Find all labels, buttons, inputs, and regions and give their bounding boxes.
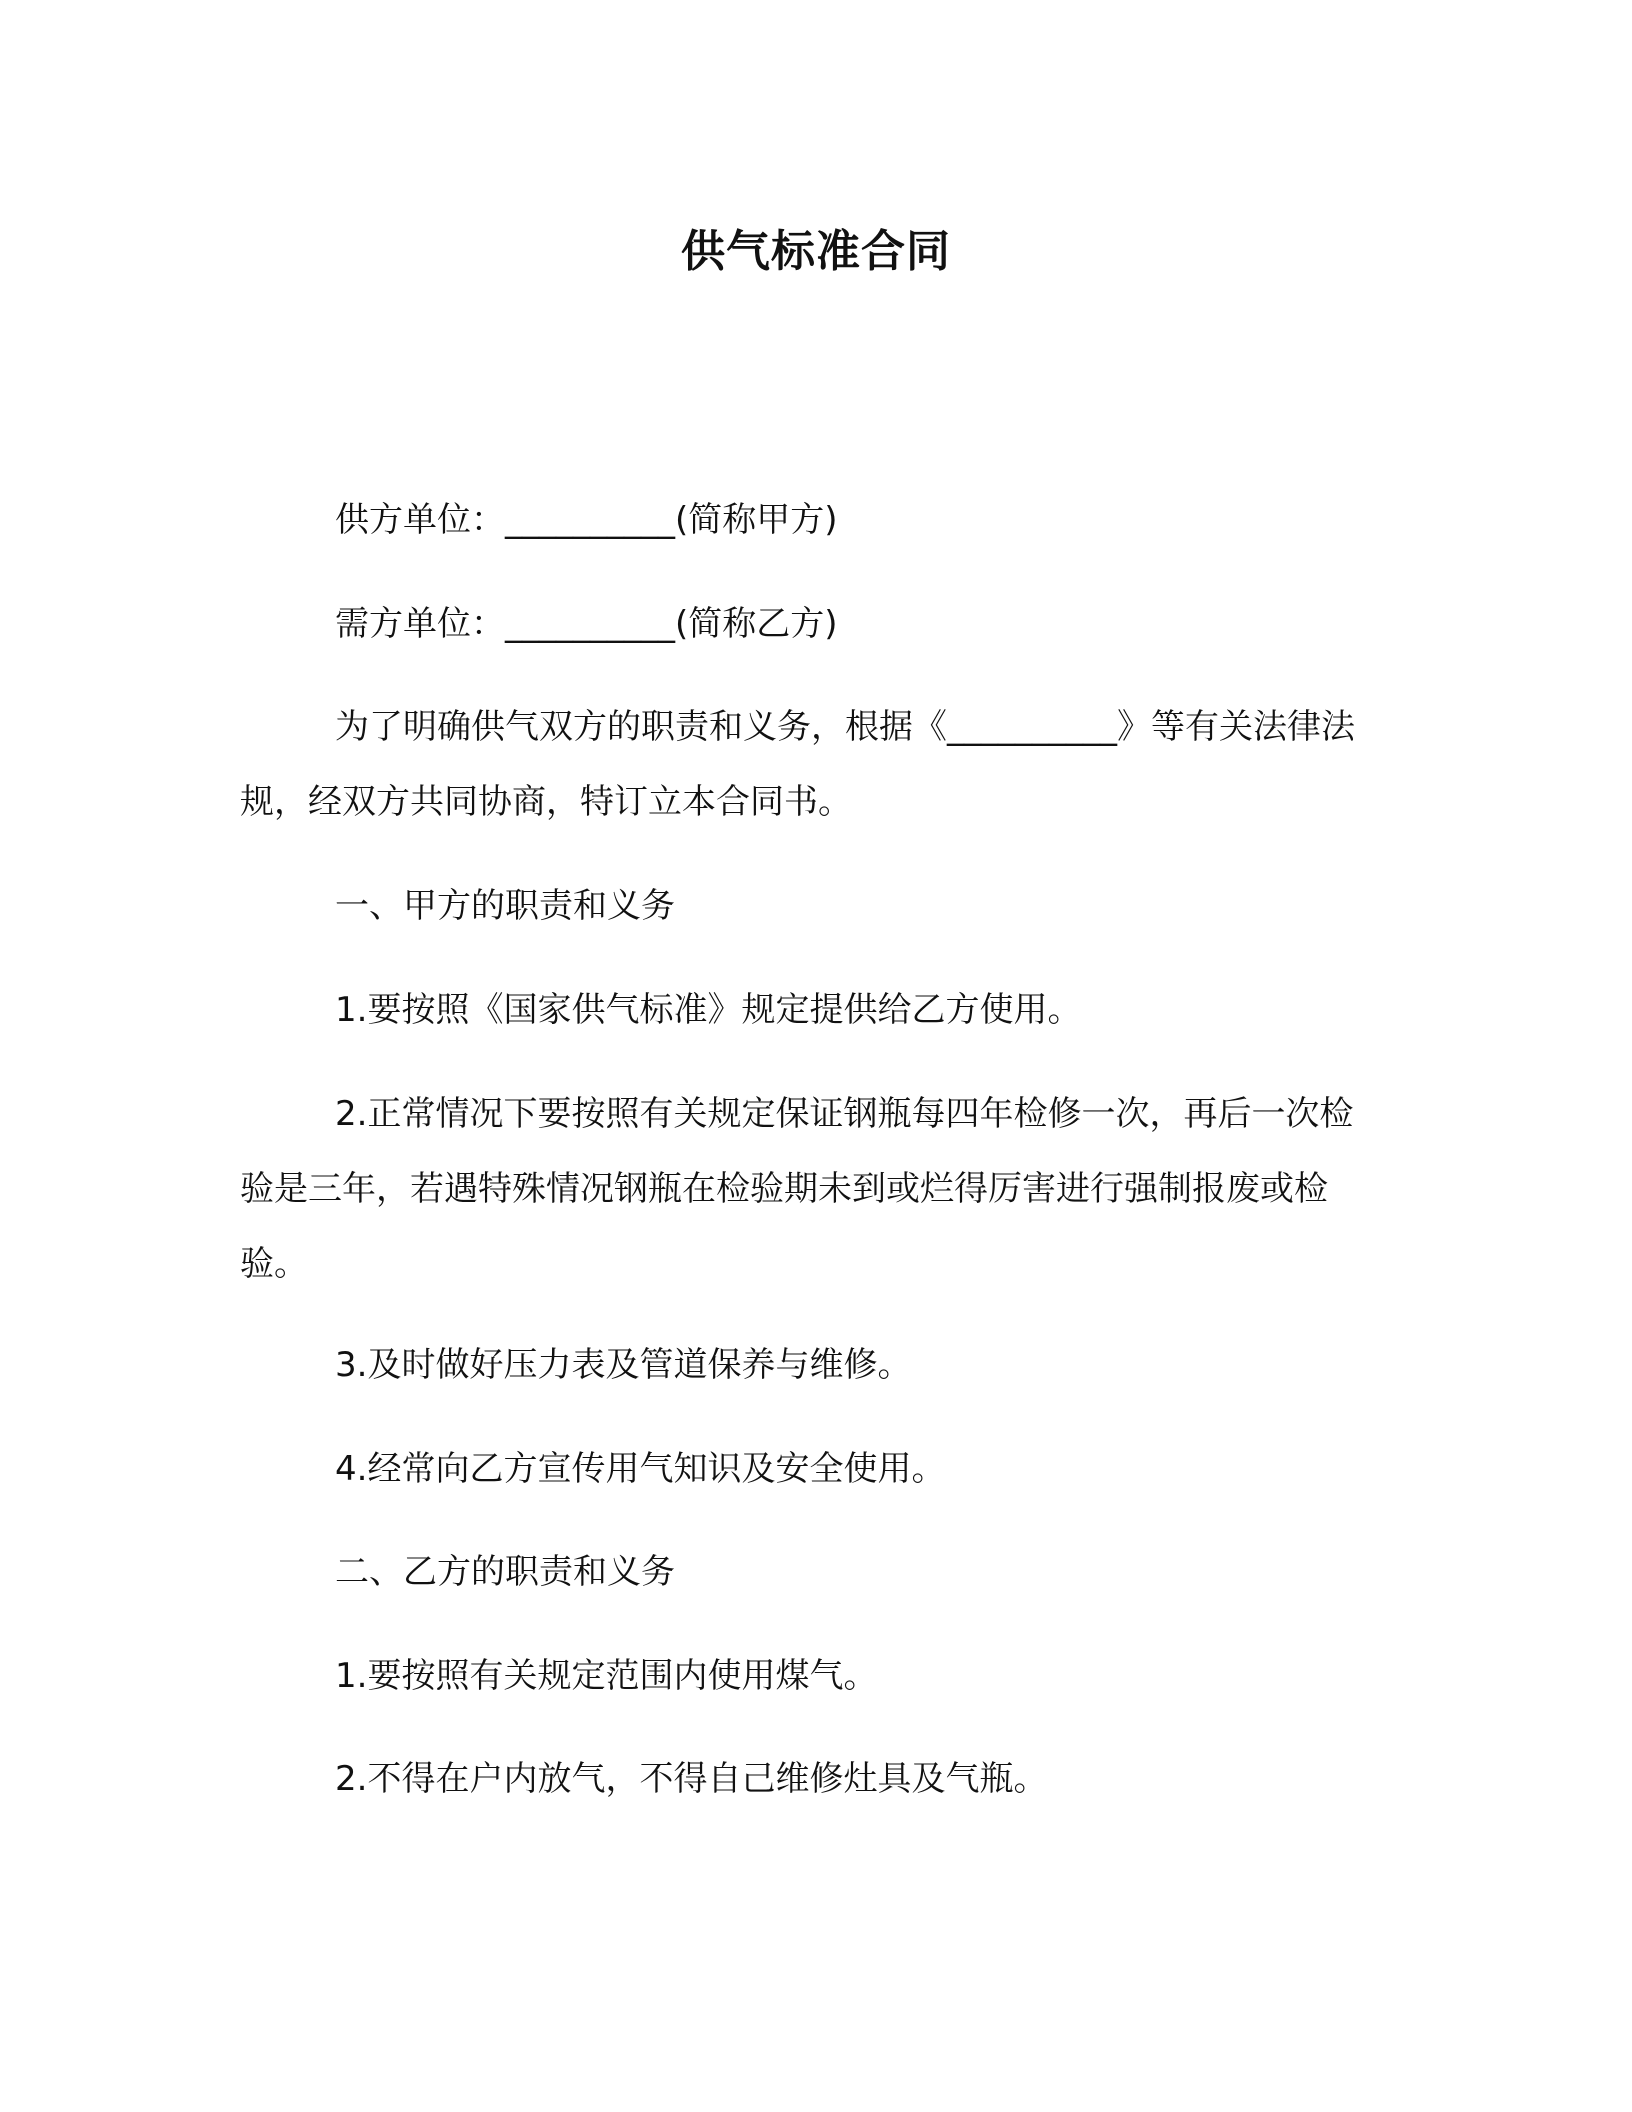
supplier-line: 供方单位：__________(简称甲方) [335,500,838,540]
party-a-item-1: 1.要按照《国家供气标准》规定提供给乙方使用。 [335,990,1082,1030]
section-heading-party-b: 二、乙方的职责和义务 [335,1552,675,1592]
party-b-item-1: 1.要按照有关规定范围内使用煤气。 [335,1656,878,1696]
preamble-paragraph: 为了明确供气双方的职责和义务，根据《__________》等有关法律法规，经双方共同协商，特订立本合同书。 [240,707,1355,822]
section-heading-party-a: 一、甲方的职责和义务 [335,886,675,926]
buyer-line: 需方单位：__________(简称乙方) [335,604,838,644]
party-b-item-2: 2.不得在户内放气，不得自己维修灶具及气瓶。 [335,1759,1048,1799]
party-a-item-3: 3.及时做好压力表及管道保养与维修。 [335,1345,912,1385]
party-a-item-4: 4.经常向乙方宣传用气知识及安全使用。 [335,1449,946,1489]
document-title: 供气标准合同 [681,226,951,277]
party-a-item-2: 2.正常情况下要按照有关规定保证钢瓶每四年检修一次，再后一次检验是三年，若遇特殊情况钢瓶在检验期未到或烂得厉害进行强制报废或检验。 [240,1094,1354,1284]
